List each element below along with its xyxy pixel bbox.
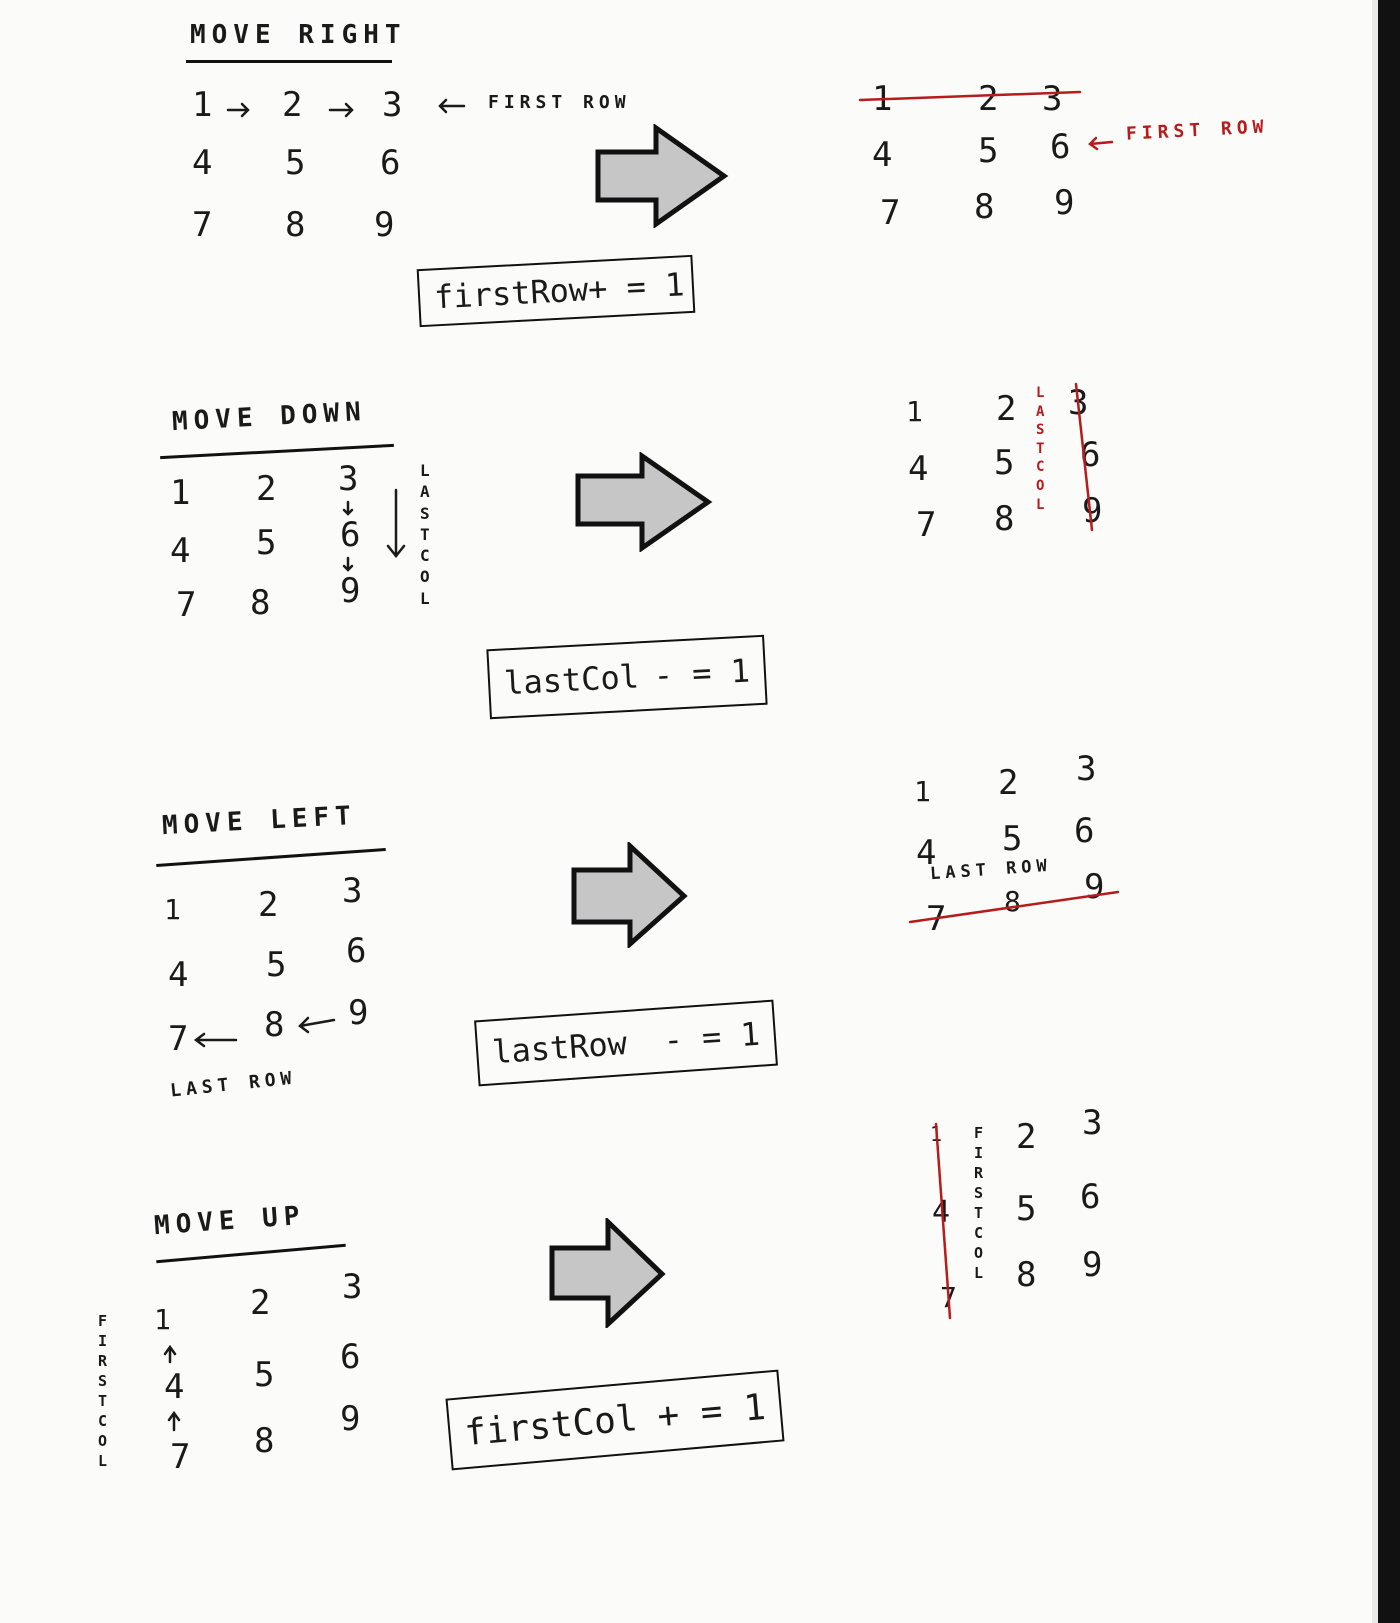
grid-cell: 2	[258, 885, 279, 925]
grid-cell: 6	[340, 515, 361, 555]
left-arrow-icon	[1090, 138, 1112, 149]
result-first-row-label: FIRST ROW	[1125, 116, 1269, 145]
block-right-arrow-icon	[574, 452, 714, 552]
result-cell: 2	[996, 389, 1017, 429]
grid-cell: 3	[338, 459, 359, 499]
grid-cell: 5	[266, 945, 287, 985]
section-title-move-down: MOVE DOWN	[171, 396, 368, 438]
update-var: firstRow	[433, 270, 590, 317]
result-cell: 8	[994, 499, 1015, 539]
grid-cell: 8	[285, 205, 306, 245]
title-underline	[160, 444, 394, 459]
result-cell: 7	[940, 1281, 957, 1314]
result-cell: 6	[1050, 127, 1071, 167]
section-title-move-left: MOVE LEFT	[161, 800, 358, 842]
result-cell: 9	[1054, 183, 1075, 223]
update-op: - = 1	[652, 651, 751, 695]
grid-cell: 3	[382, 85, 403, 125]
grid-cell: 6	[340, 1337, 361, 1377]
result-cell: 1	[914, 775, 931, 808]
grid-cell: 7	[170, 1437, 191, 1477]
title-underline	[156, 1244, 345, 1263]
grid-cell: 5	[285, 143, 306, 183]
result-cell: 2	[978, 79, 999, 119]
result-cell: 9	[1084, 867, 1105, 907]
result-cell: 5	[1016, 1189, 1037, 1229]
result-last-col-label: L A S T C O L	[1036, 385, 1045, 513]
block-right-arrow-icon	[570, 842, 690, 948]
block-right-arrow-icon	[548, 1218, 668, 1328]
update-box-last-col	[486, 635, 767, 719]
update-box-first-row	[417, 255, 696, 327]
update-box-last-row	[474, 1000, 778, 1087]
grid-cell: 2	[250, 1283, 271, 1323]
result-first-col-label: F I R S T C O L	[974, 1124, 984, 1282]
grid-cell: 2	[256, 469, 277, 509]
grid-cell: 4	[164, 1367, 185, 1407]
result-cell: 3	[1042, 79, 1063, 119]
section-title-move-up: MOVE UP	[153, 1200, 307, 1242]
result-cell: 6	[1074, 811, 1095, 851]
result-cell: 2	[998, 763, 1019, 803]
result-cell: 7	[916, 505, 937, 545]
left-arrow-icon	[300, 1018, 334, 1032]
grid-cell: 5	[254, 1355, 275, 1395]
grid-cell: 9	[374, 205, 395, 245]
result-cell: 3	[1068, 383, 1089, 423]
update-box-first-col	[445, 1370, 784, 1471]
down-arrow-icon	[388, 490, 404, 556]
result-cell: 5	[1002, 819, 1023, 859]
result-cell: 4	[916, 833, 937, 873]
grid-cell: 5	[256, 523, 277, 563]
result-cell: 7	[880, 193, 901, 233]
up-arrow-icon	[165, 1347, 175, 1362]
update-var: firstCol	[462, 1397, 640, 1454]
grid-cell: 3	[342, 871, 363, 911]
result-cell: 1	[906, 395, 923, 428]
result-cell: 6	[1080, 1177, 1101, 1217]
result-cell: 3	[1082, 1103, 1103, 1143]
up-arrow-icon	[169, 1413, 179, 1430]
left-arrow-icon	[440, 100, 464, 112]
grid-cell: 6	[380, 143, 401, 183]
result-cell: 4	[932, 1195, 951, 1230]
grid-cell: 3	[342, 1267, 363, 1307]
grid-cell: 8	[264, 1005, 285, 1045]
result-cell: 5	[994, 443, 1015, 483]
result-cell: 8	[974, 187, 995, 227]
grid-cell: 9	[348, 993, 369, 1033]
grid-cell: 1	[192, 85, 213, 125]
grid-cell: 4	[170, 531, 191, 571]
grid-cell: 2	[282, 85, 303, 125]
result-cell: 8	[1004, 885, 1021, 918]
grid-cell: 1	[154, 1303, 171, 1336]
down-arrow-icon	[344, 502, 352, 514]
grid-cell: 4	[168, 955, 189, 995]
grid-cell: 7	[168, 1019, 189, 1059]
grid-cell: 1	[170, 473, 191, 513]
grid-cell: 4	[192, 143, 213, 183]
first-row-label: FIRST ROW	[488, 92, 631, 113]
result-cell: 9	[1082, 491, 1103, 531]
result-cell: 1	[872, 79, 893, 119]
grid-cell: 9	[340, 571, 361, 611]
title-underline	[156, 848, 386, 867]
result-last-row-label: LAST ROW	[929, 855, 1053, 885]
right-arrow-icon	[228, 104, 248, 116]
grid-cell: 9	[340, 1399, 361, 1439]
grid-cell: 8	[250, 583, 271, 623]
result-cell: 3	[1076, 749, 1097, 789]
left-arrow-icon	[196, 1034, 236, 1046]
result-cell: 6	[1080, 435, 1101, 475]
result-cell: 4	[908, 449, 929, 489]
right-arrow-icon	[330, 104, 352, 116]
grid-cell: 1	[164, 893, 181, 926]
update-var: lastRow	[491, 1023, 629, 1072]
last-row-label: LAST ROW	[169, 1067, 298, 1102]
result-cell: 5	[978, 131, 999, 171]
result-cell: 4	[872, 135, 893, 175]
grid-cell: 8	[254, 1421, 275, 1461]
result-cell: 2	[1016, 1117, 1037, 1157]
last-col-side-label: L A S T C O L	[420, 461, 430, 608]
update-op: + = 1	[587, 265, 686, 309]
paper-edge	[1378, 0, 1400, 1623]
update-var: lastCol	[503, 657, 640, 703]
first-col-side-label: F I R S T C O L	[98, 1312, 108, 1470]
down-arrow-icon	[344, 558, 352, 570]
block-right-arrow-icon	[594, 124, 730, 228]
result-cell: 7	[926, 899, 947, 939]
result-cell: 8	[1016, 1255, 1037, 1295]
result-cell: 9	[1082, 1245, 1103, 1285]
section-title-move-right: MOVE RIGHT	[190, 20, 407, 50]
update-op: - = 1	[662, 1014, 761, 1060]
result-cell: 1	[930, 1122, 943, 1146]
grid-cell: 6	[346, 931, 367, 971]
grid-cell: 7	[176, 585, 197, 625]
title-underline	[186, 60, 392, 63]
grid-cell: 7	[192, 205, 213, 245]
update-op: + = 1	[655, 1386, 768, 1437]
